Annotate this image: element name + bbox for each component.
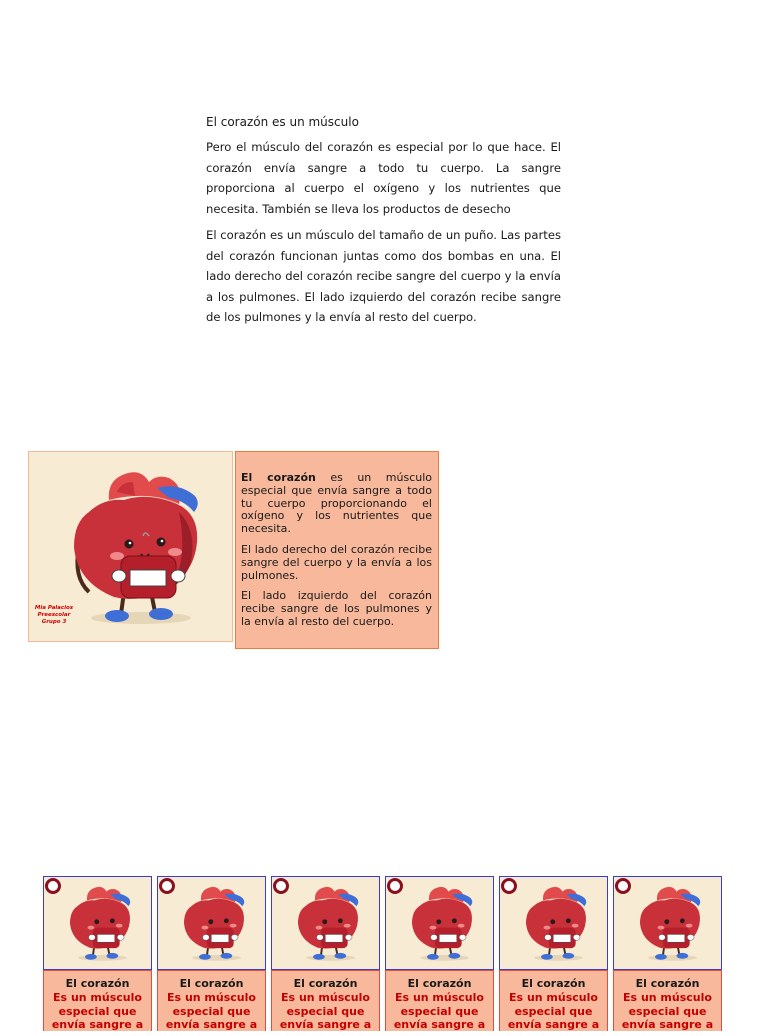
strip-card-text: [43, 970, 152, 1031]
article-paragraph-1: Pero el músculo del corazón es especial por lo que hace. El corazón envía sangre a todo tu cuerpo. La sangre proporciona al cuerpo el oxígeno y los nutrientes que necesita. También se lleva los productos de desecho: [206, 140, 561, 216]
strip-card-line-2: especial que: [172, 1004, 251, 1018]
strip-card-image: [499, 876, 608, 970]
heart-character-illustration: [44, 877, 151, 969]
strip-card-title: El corazón: [521, 977, 586, 990]
info-bold-term: El corazón: [241, 471, 316, 484]
strip-card: [271, 876, 380, 1036]
strip-card-image: [157, 876, 266, 970]
strip-card-line-1: Es un músculo: [53, 991, 142, 1004]
strip-card-line-2: especial que: [628, 1004, 707, 1018]
strip-card-line-3: envía sangre a: [507, 1018, 600, 1031]
info-paragraph-3: El lado izquierdo del corazón recibe sangre de los pulmones y la envía al resto del cuerpo.: [241, 589, 432, 628]
strip-card: [157, 876, 266, 1036]
strip-card-title: El corazón: [293, 977, 358, 990]
strip-card: [499, 876, 608, 1036]
strip-card: [43, 876, 152, 1036]
strip-card-title: El corazón: [179, 977, 244, 990]
strip-card-image: [613, 876, 722, 970]
credit-group: Grupo 3: [41, 619, 67, 625]
heart-character-illustration: [500, 877, 607, 969]
heart-character-illustration: [158, 877, 265, 969]
strip-card-title: El corazón: [635, 977, 700, 990]
strip-card-title: El corazón: [407, 977, 472, 990]
credit-level: Preescolar: [37, 612, 71, 618]
strip-card: [385, 876, 494, 1036]
strip-card-line-3: envía sangre a: [621, 1018, 714, 1031]
strip-card-line-1: Es un músculo: [167, 991, 256, 1004]
strip-card-image: [43, 876, 152, 970]
strip-card-text: [271, 970, 380, 1031]
punch-hole-ring-icon: [501, 878, 517, 894]
heart-info-box: [235, 451, 439, 649]
strip-card-line-1: Es un músculo: [281, 991, 370, 1004]
strip-card-line-3: envía sangre a: [279, 1018, 372, 1031]
strip-card-line-3: envía sangre a: [51, 1018, 144, 1031]
strip-card-text: [613, 970, 722, 1031]
strip-card-line-2: especial que: [286, 1004, 365, 1018]
punch-hole-ring-icon: [273, 878, 289, 894]
strip-card-image: [385, 876, 494, 970]
strip-card: [613, 876, 722, 1036]
punch-hole-ring-icon: [387, 878, 403, 894]
punch-hole-ring-icon: [159, 878, 175, 894]
article-heading: El corazón es un músculo: [206, 115, 359, 129]
article-text: [206, 113, 561, 334]
heart-illustration-panel: [28, 451, 233, 642]
strip-card-image: [271, 876, 380, 970]
strip-card-line-2: especial que: [58, 1004, 137, 1018]
punch-hole-ring-icon: [615, 878, 631, 894]
strip-card-line-2: especial que: [400, 1004, 479, 1018]
strip-card-text: [157, 970, 266, 1031]
strip-card-title: El corazón: [65, 977, 130, 990]
strip-card-text: [385, 970, 494, 1031]
strip-card-line-3: envía sangre a: [393, 1018, 486, 1031]
info-paragraph-2: El lado derecho del corazón recibe sangre del cuerpo y la envía a los pulmones.: [241, 542, 432, 582]
info-paragraph-1: [241, 472, 432, 536]
strip-card-text: [499, 970, 608, 1031]
strip-card-line-3: envía sangre a: [165, 1018, 258, 1031]
punch-hole-ring-icon: [45, 878, 61, 894]
info-paragraph-1-text: es un músculo especial que envía sangre a todo tu cuerpo proporcionando el oxígeno y los nutrientes que necesita.: [241, 471, 432, 536]
credit-name: Mia Palacios: [34, 605, 74, 611]
heart-character-illustration: [386, 877, 493, 969]
strip-card-line-2: especial que: [514, 1004, 593, 1018]
article-paragraph-2: El corazón es un músculo del tamaño de un puño. Las partes del corazón funcionan juntas como dos bombas en una. El lado derecho del corazón recibe sangre del cuerpo y la envía a los pulmones. El lado izquierdo del corazón recibe sangre de los pulmones y la envía al resto del cuerpo.: [206, 228, 561, 324]
heart-character-illustration: [272, 877, 379, 969]
strip-card-line-1: Es un músculo: [509, 991, 598, 1004]
strip-card-line-1: Es un músculo: [623, 991, 712, 1004]
credit-text: [29, 605, 79, 626]
strip-card-line-1: Es un músculo: [395, 991, 484, 1004]
heart-character-illustration: [614, 877, 721, 969]
